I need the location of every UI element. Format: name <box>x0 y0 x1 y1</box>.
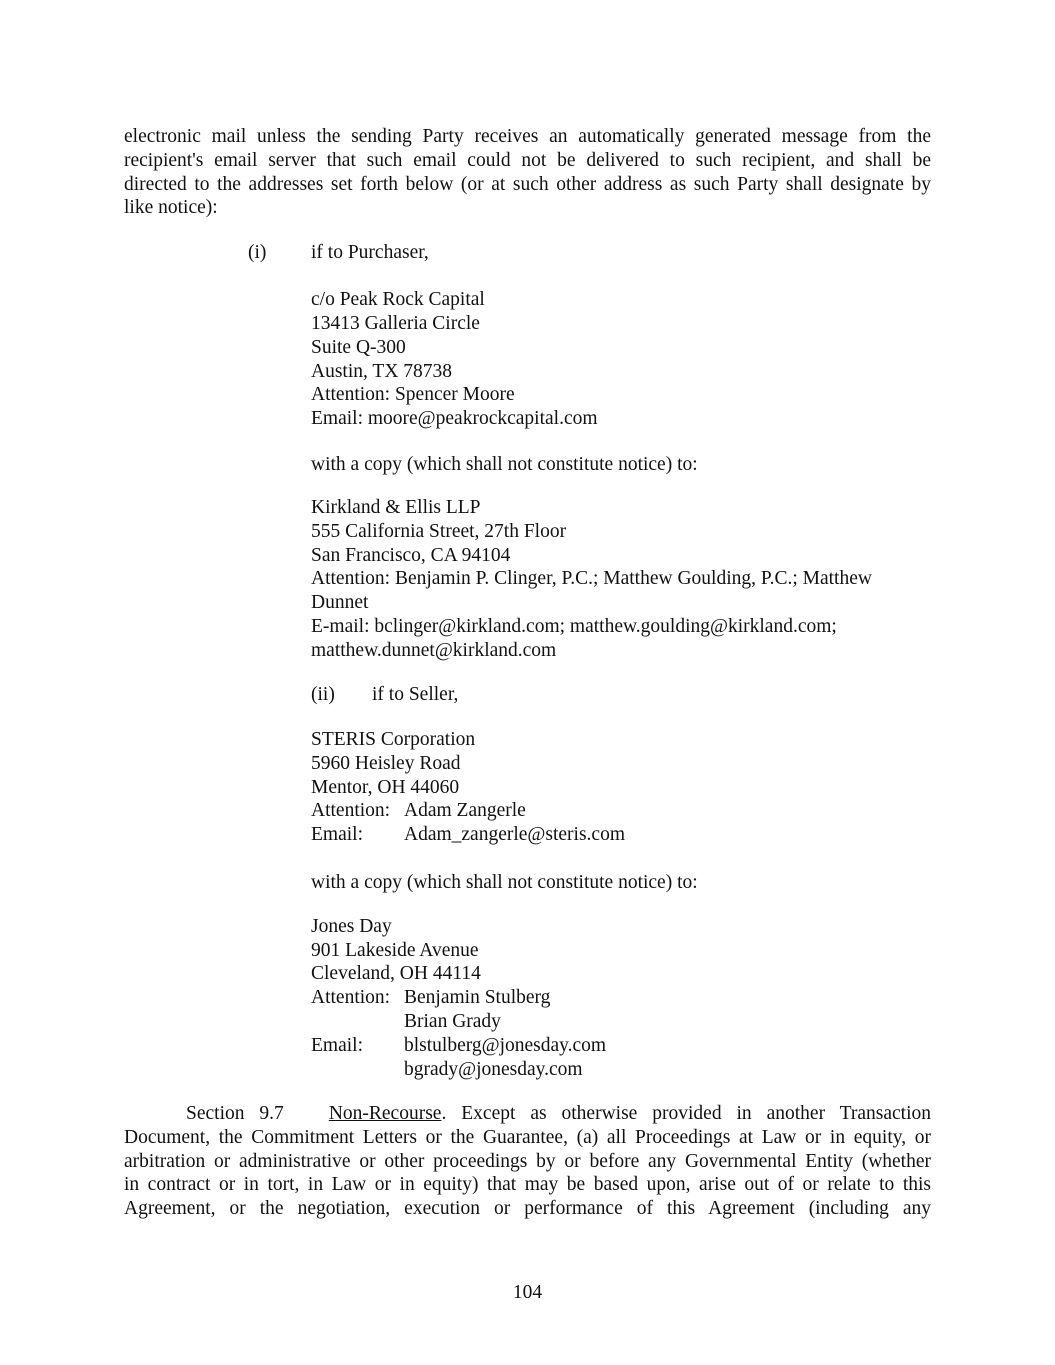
address-line: Mentor, OH 44060 <box>311 777 460 798</box>
attention-value: Brian Grady <box>404 1011 501 1032</box>
attention-label: Attention: <box>311 800 391 821</box>
page-number: 104 <box>512 1282 543 1303</box>
email-value: Adam_zangerle@steris.com <box>404 824 626 845</box>
intro-line: like notice): <box>124 197 218 219</box>
address-line: 555 California Street, 27th Floor <box>311 521 567 542</box>
address-line: Cleveland, OH 44114 <box>311 963 481 984</box>
attention-value: Benjamin Stulberg <box>404 987 551 1008</box>
section-first-line-text: . Except as otherwise provided in another Transaction <box>441 1103 932 1124</box>
address-line: STERIS Corporation <box>311 729 476 750</box>
section-first-line <box>124 1102 931 1126</box>
seller-heading: if to Seller, <box>372 684 459 705</box>
seller-copy-note: with a copy (which shall not constitute notice) to: <box>311 872 698 893</box>
intro-line: directed to the addresses set forth below (or at such other address as such Party shall designate by <box>124 173 931 195</box>
purchaser-copy-note: with a copy (which shall not constitute notice) to: <box>311 454 698 475</box>
intro-line: recipient's email server that such email could not be delivered to such recipient, and shall be <box>124 149 931 171</box>
email-label: Email: <box>311 824 363 845</box>
attention-line: Dunnet <box>311 592 369 613</box>
address-line: Kirkland & Ellis LLP <box>311 497 481 518</box>
attention-label: Attention: <box>311 987 391 1008</box>
email-line: Email: moore@peakrockcapital.com <box>311 408 598 429</box>
section-9-7-paragraph <box>124 1102 931 1221</box>
address-line: 13413 Galleria Circle <box>311 313 480 334</box>
section-line: Agreement, or the negotiation, execution or performance of this Agreement (including any <box>124 1198 931 1220</box>
email-line: matthew.dunnet@kirkland.com <box>311 640 557 661</box>
intro-line: electronic mail unless the sending Party receives an automatically generated message from the <box>124 126 931 147</box>
address-line: Jones Day <box>311 916 392 937</box>
section-line: in contract or in tort, in Law or in equity) that may be based upon, arise out of or relate to this <box>124 1174 931 1196</box>
address-line: Suite Q-300 <box>311 337 406 358</box>
section-line: Document, the Commitment Letters or the Guarantee, (a) all Proceedings at Law or in equity, or <box>124 1126 931 1148</box>
email-value: bgrady@jonesday.com <box>404 1059 583 1080</box>
section-line: arbitration or administrative or other proceedings by or before any Governmental Entity (whether <box>124 1150 931 1172</box>
email-line: E-mail: bclinger@kirkland.com; matthew.goulding@kirkland.com; <box>311 616 837 637</box>
email-label: Email: <box>311 1035 363 1056</box>
section-title: Non-Recourse <box>328 1103 442 1124</box>
address-line: 5960 Heisley Road <box>311 753 461 774</box>
address-line: San Francisco, CA 94104 <box>311 545 511 566</box>
purchaser-marker: (i) <box>248 242 267 263</box>
purchaser-heading: if to Purchaser, <box>311 242 429 263</box>
intro-paragraph <box>124 125 931 220</box>
email-value: blstulberg@jonesday.com <box>404 1035 607 1056</box>
address-line: Austin, TX 78738 <box>311 361 453 382</box>
address-line: 901 Lakeside Avenue <box>311 940 479 961</box>
section-number: Section 9.7 <box>186 1103 284 1124</box>
attention-line: Attention: Benjamin P. Clinger, P.C.; Matthew Goulding, P.C.; Matthew <box>311 568 872 589</box>
seller-marker: (ii) <box>311 684 335 705</box>
address-line: c/o Peak Rock Capital <box>311 289 485 310</box>
attention-value: Adam Zangerle <box>404 800 526 821</box>
attention-line: Attention: Spencer Moore <box>311 384 515 405</box>
